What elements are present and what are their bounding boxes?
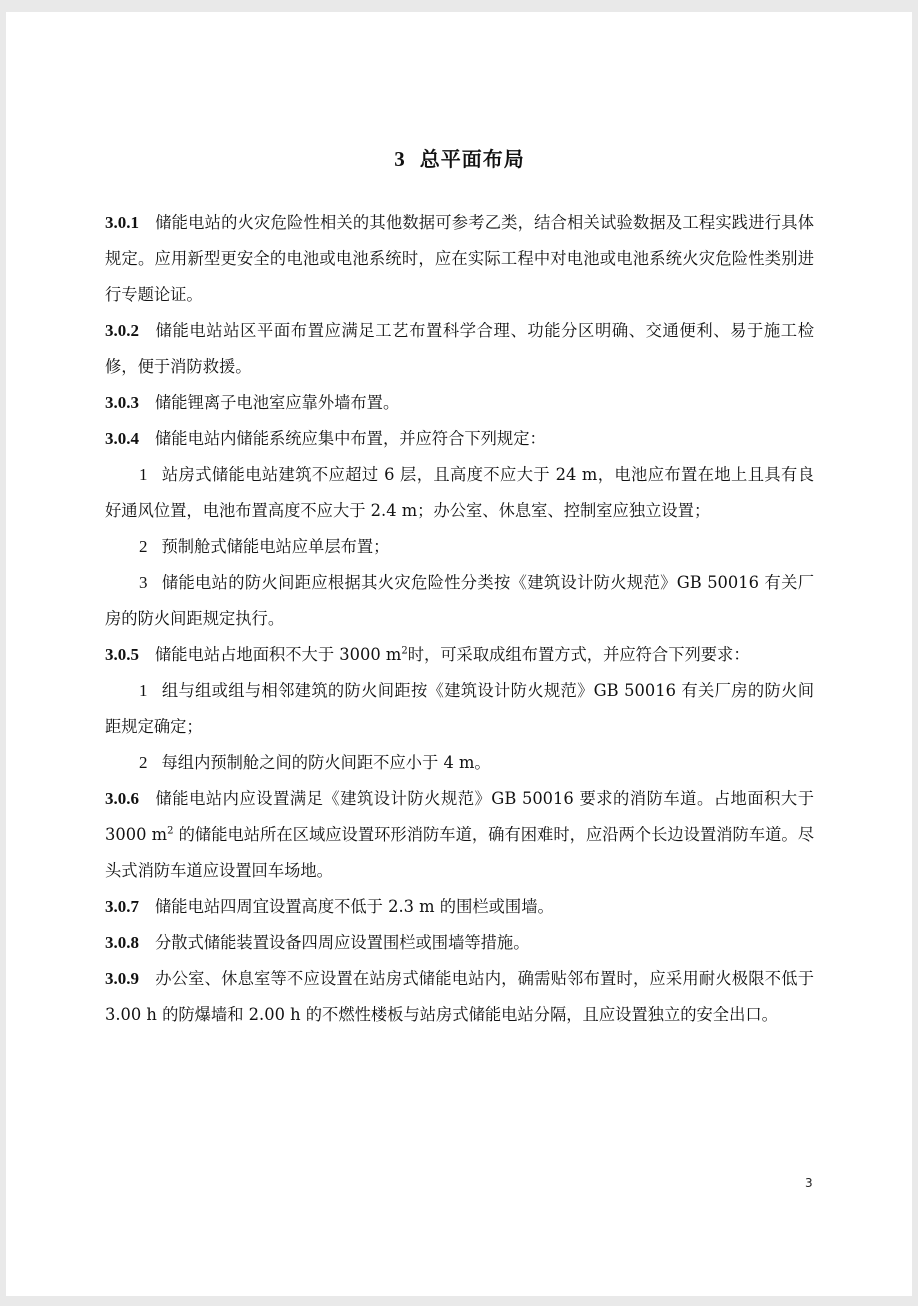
clause-text: 储能锂离子电池室应靠外墙布置。 [155,393,400,412]
chapter-title-text: 总平面布局 [419,147,525,171]
item-number: 2 [139,753,148,772]
chapter-number: 3 [394,147,406,171]
clause-3-0-4-item-3 [105,565,814,637]
clause-3-0-2 [105,313,814,385]
clause-3-0-5 [105,637,814,673]
clause-text-cont: 的储能电站所在区域应设置环形消防车道，确有困难时，应沿两个长边设置消防车道。尽头式消防车道应设置回车场地。 [105,825,814,880]
chapter-title [105,145,814,173]
clause-text: 分散式储能装置设备四周应设置围栏或围墙等措施。 [155,933,530,952]
item-text: 预制舱式储能电站应单层布置； [161,537,390,556]
item-text: 储能电站的防火间距应根据其火灾危险性分类按《建筑设计防火规范》GB 50016 有关厂房的防火间距规定执行。 [105,573,814,628]
clause-text: 储能电站的火灾危险性相关的其他数据可参考乙类，结合相关试验数据及工程实践进行具体规定。应用新型更安全的电池或电池系统时，应在实际工程中对电池或电池系统火灾危险性类别进行专题论证。 [105,213,814,304]
item-text: 组与组或组与相邻建筑的防火间距按《建筑设计防火规范》GB 50016 有关厂房的防火间距规定确定； [105,681,814,736]
clause-3-0-4-item-2 [105,529,814,565]
clause-number: 3.0.3 [105,393,139,412]
clause-number: 3.0.1 [105,213,139,232]
body-text [105,205,814,1033]
clause-3-0-3 [105,385,814,421]
clause-number: 3.0.7 [105,897,139,916]
clause-3-0-4 [105,421,814,457]
clause-number: 3.0.2 [105,321,139,340]
clause-3-0-9 [105,961,814,1033]
clause-text: 储能电站站区平面布置应满足工艺布置科学合理、功能分区明确、交通便利、易于施工检修，便于消防救援。 [105,321,814,376]
item-number: 1 [139,465,148,484]
clause-3-0-5-item-1 [105,673,814,745]
superscript: 2 [167,825,174,837]
clause-3-0-4-item-1 [105,457,814,529]
superscript: 2 [401,645,408,657]
item-number: 2 [139,537,148,556]
clause-number: 3.0.5 [105,645,139,664]
clause-text: 储能电站四周宜设置高度不低于 2.3 m 的围栏或围墙。 [155,897,554,916]
item-text: 站房式储能电站建筑不应超过 6 层，且高度不应大于 24 m，电池应布置在地上且具有良好通风位置，电池布置高度不应大于 2.4 m；办公室、休息室、控制室应独立设置； [105,465,814,520]
clause-number: 3.0.6 [105,789,139,808]
clause-3-0-5-item-2 [105,745,814,781]
clause-number: 3.0.4 [105,429,139,448]
clause-text: 储能电站占地面积不大于 3000 m [155,645,402,664]
clause-text: 办公室、休息室等不应设置在站房式储能电站内，确需贴邻布置时，应采用耐火极限不低于 3.00 h 的防爆墙和 2.00 h 的不燃性楼板与站房式储能电站分隔，且应设置独立的安全出口。 [105,969,814,1024]
item-text: 每组内预制舱之间的防火间距不应小于 4 m。 [161,753,491,772]
clause-3-0-6 [105,781,814,889]
clause-number: 3.0.9 [105,969,139,988]
item-number: 1 [139,681,148,700]
item-number: 3 [139,573,148,592]
clause-3-0-8 [105,925,814,961]
clause-number: 3.0.8 [105,933,139,952]
clause-text: 储能电站内储能系统应集中布置，并应符合下列规定： [155,429,546,448]
clause-3-0-7 [105,889,814,925]
document-page [6,12,912,1296]
clause-text: 储能电站内应设置满足《建筑设计防火规范》GB 50016 要求的消防车道。占地面积大于 3000 m [105,789,814,844]
clause-text-cont: 时，可采取成组布置方式，并应符合下列要求： [407,645,750,664]
clause-3-0-1 [105,205,814,313]
page-number: 3 [805,1176,813,1190]
